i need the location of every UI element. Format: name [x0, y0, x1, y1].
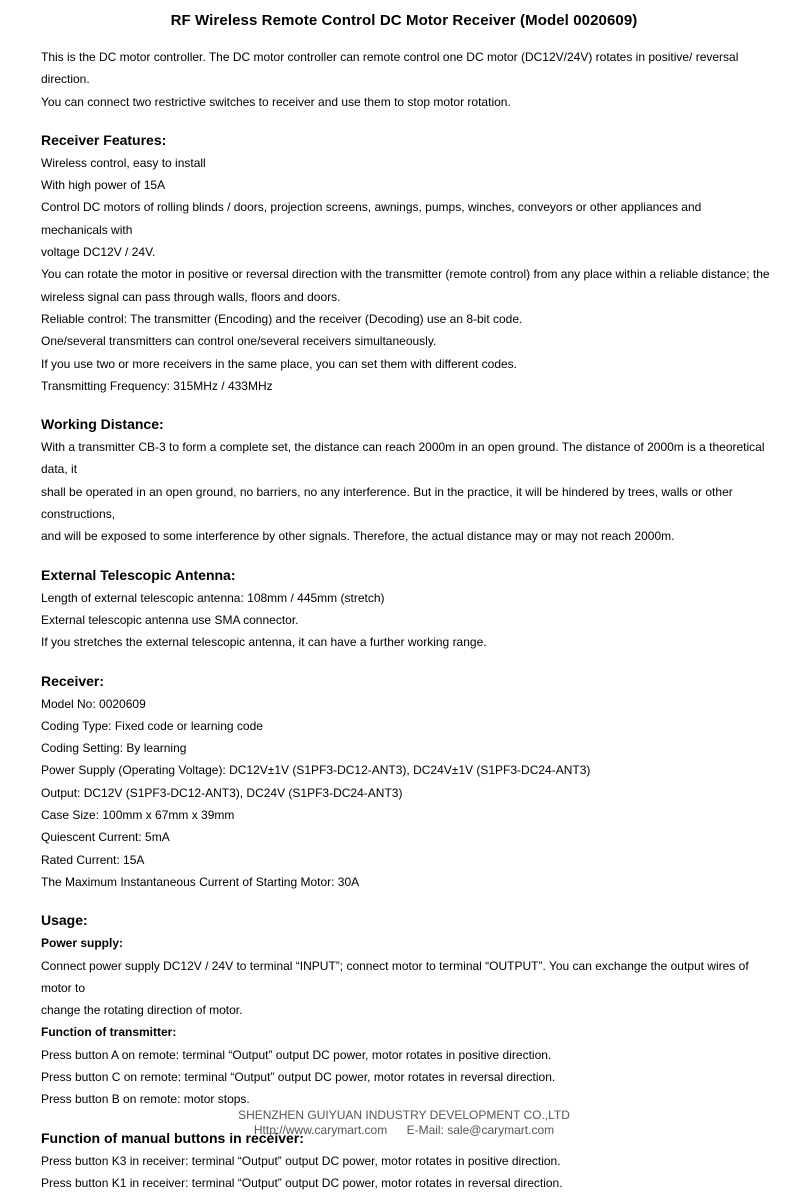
spec-line: Case Size: 100mm x 67mm x 39mm — [41, 808, 235, 823]
footer-email-link[interactable]: E-Mail: sale@carymart.com — [406, 1123, 555, 1137]
manual-button-line: Press button K3 in receiver: terminal “Output” output DC power, motor rotates in positive direction. — [41, 1153, 561, 1168]
spec-line: Output: DC12V (S1PF3-DC12-ANT3), DC24V (S1PF3-DC24-ANT3) — [41, 785, 403, 800]
spec-line: The Maximum Instantaneous Current of Starting Motor: 30A — [41, 874, 360, 889]
spec-line: Model No: 0020609 — [41, 696, 146, 711]
transmitter-line: Press button A on remote: terminal “Output” output DC power, motor rotates in positive direction. — [41, 1047, 552, 1062]
section-heading-receiver: Receiver: — [41, 672, 105, 689]
spec-line: Power Supply (Operating Voltage): DC12V±1V (S1PF3-DC12-ANT3), DC24V±1V (S1PF3-DC24-ANT3) — [41, 763, 591, 778]
spec-line: Coding Setting: By learning — [41, 741, 187, 756]
footer-website-link[interactable]: Http://www.carymart.com — [253, 1123, 388, 1137]
feature-line: wireless signal can pass through walls, floors and doors. — [41, 289, 341, 304]
usage-line: Connect power supply DC12V / 24V to terminal “INPUT”; connect motor to terminal “OUTPUT”. You can exchange the output wires of motor to — [41, 958, 749, 995]
usage-line: change the rotating direction of motor. — [41, 1003, 243, 1018]
feature-line: Transmitting Frequency: 315MHz / 433MHz — [41, 378, 273, 393]
intro-line: You can connect two restrictive switches to receiver and use them to stop motor rotation. — [41, 94, 511, 109]
section-heading-receiver-features: Receiver Features: — [41, 131, 167, 148]
intro-line: This is the DC motor controller. The DC motor controller can remote control one DC motor (DC12V/24V) rotates in positive/ reversal direction. — [41, 50, 739, 87]
feature-line: If you use two or more receivers in the same place, you can set them with different codes. — [41, 356, 518, 371]
feature-line: Reliable control: The transmitter (Encoding) and the receiver (Decoding) use an 8-bit code. — [41, 311, 523, 326]
document-title: RF Wireless Remote Control DC Motor Receiver (Model 0020609) — [170, 12, 638, 29]
transmitter-line: Press button B on remote: motor stops. — [41, 1092, 250, 1107]
spec-line: Coding Type: Fixed code or learning code — [41, 718, 263, 733]
section-heading-manual-buttons: Function of manual buttons in receiver: — [41, 1129, 304, 1146]
distance-line: shall be operated in an open ground, no barriers, no any interference. But in the practice, it will be hindered by trees, walls or other constructions, — [41, 484, 733, 522]
feature-line: You can rotate the motor in positive or reversal direction with the transmitter (remote control) from any place within a reliable distance; the — [41, 267, 770, 282]
antenna-line: If you stretches the external telescopic antenna, it can have a further working range. — [41, 635, 487, 650]
page-footer — [0, 1108, 808, 1138]
section-heading-antenna: External Telescopic Antenna: — [41, 566, 236, 583]
feature-line: Wireless control, easy to install — [41, 155, 206, 170]
transmitter-line: Press button C on remote: terminal “Output” output DC power, motor rotates in reversal direction. — [41, 1069, 556, 1084]
subheading-power-supply: Power supply: — [41, 936, 124, 951]
document-body — [41, 46, 771, 1194]
subheading-transmitter: Function of transmitter: — [41, 1025, 177, 1040]
antenna-line: Length of external telescopic antenna: 108mm / 445mm (stretch) — [41, 590, 385, 605]
spec-line: Quiescent Current: 5mA — [41, 830, 170, 845]
feature-line: voltage DC12V / 24V. — [41, 245, 156, 260]
distance-line: With a transmitter CB-3 to form a complete set, the distance can reach 2000m in an open ground. The distance of 2000m is a theoretical data, it — [41, 440, 765, 477]
section-heading-working-distance: Working Distance: — [41, 416, 164, 433]
feature-line: Control DC motors of rolling blinds / doors, projection screens, awnings, pumps, winches, conveyors or other appliances and mechanicals with — [41, 200, 702, 237]
antenna-line: External telescopic antenna use SMA connector. — [41, 612, 299, 627]
footer-company: SHENZHEN GUIYUAN INDUSTRY DEVELOPMENT CO.,LTD — [238, 1108, 570, 1122]
spec-line: Rated Current: 15A — [41, 852, 145, 867]
feature-line: One/several transmitters can control one/several receivers simultaneously. — [41, 334, 437, 349]
feature-line: With high power of 15A — [41, 178, 166, 193]
footer-contact — [0, 1123, 808, 1138]
distance-line: and will be exposed to some interference by other signals. Therefore, the actual distance may or may not reach 2000m. — [41, 529, 675, 544]
manual-button-line: Press button K1 in receiver: terminal “Output” output DC power, motor rotates in reversal direction. — [41, 1175, 563, 1190]
section-heading-usage: Usage: — [41, 912, 88, 929]
